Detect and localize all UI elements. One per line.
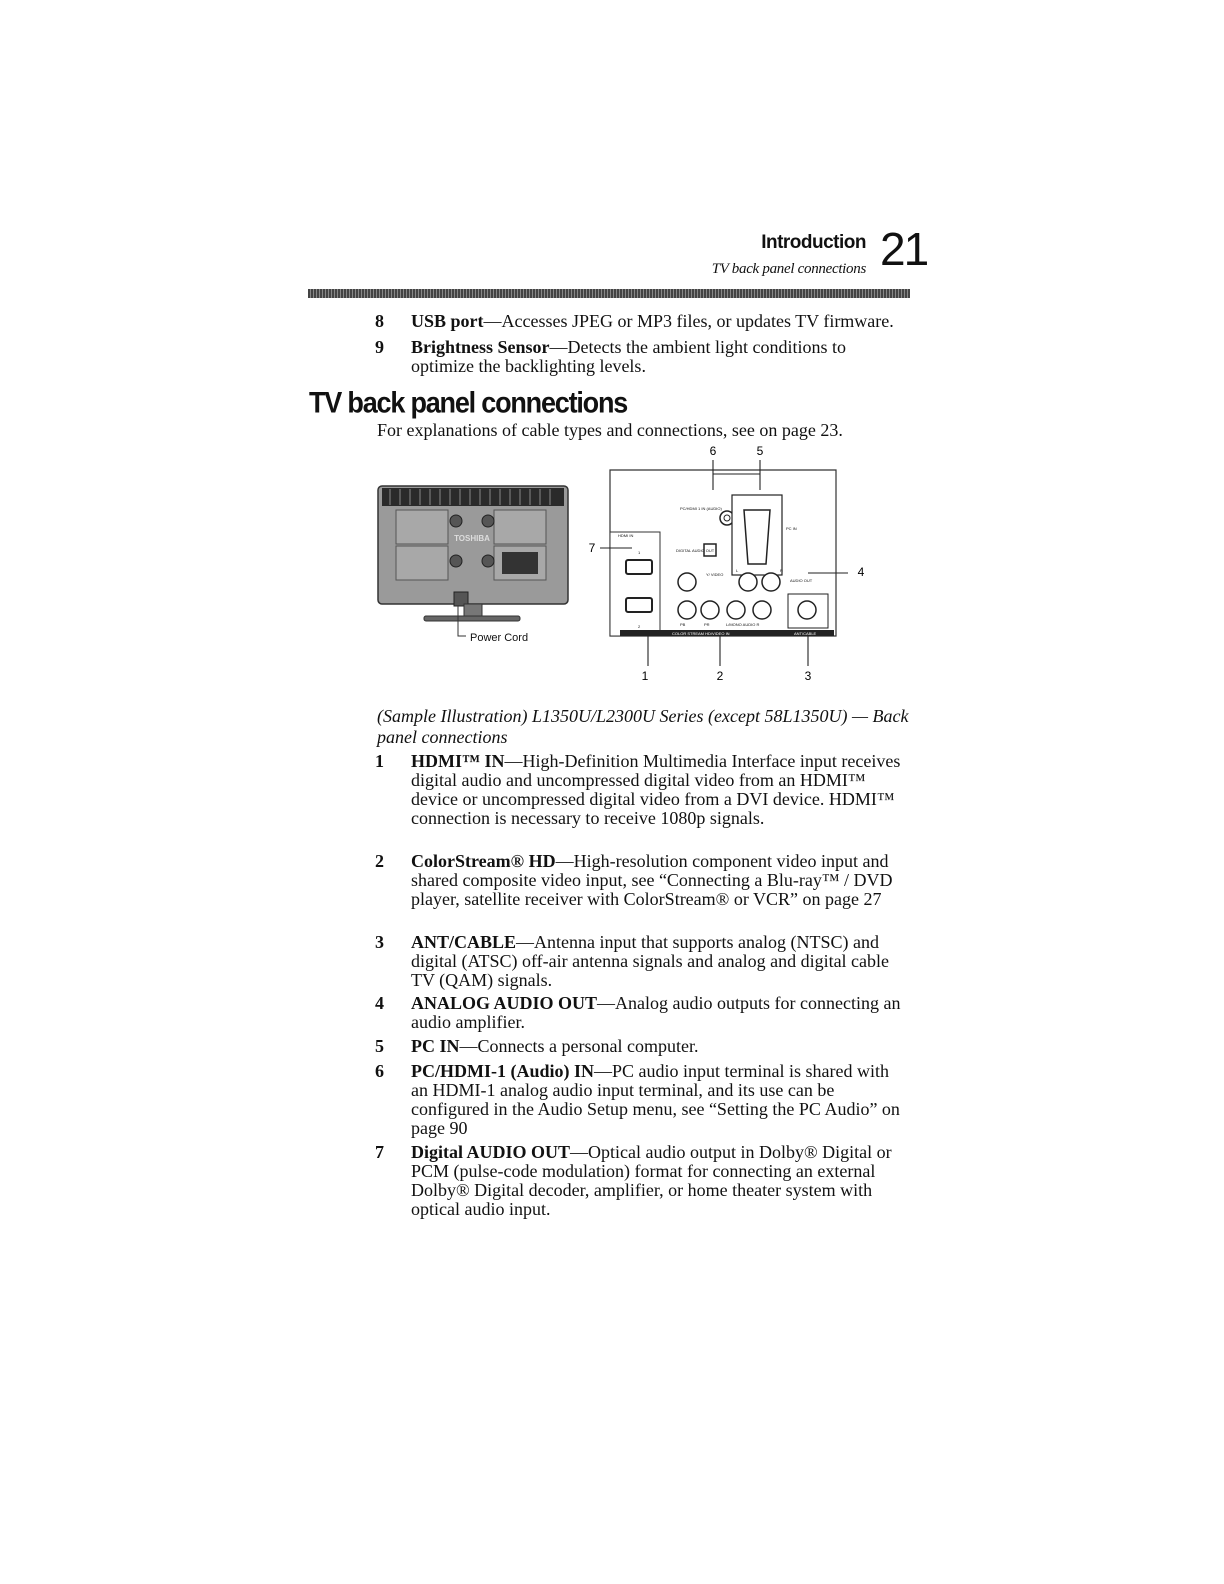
item-desc: —Analog audio outputs for connecting an audio amplifier.: [411, 993, 901, 1032]
item-term: ANT/CABLE: [411, 932, 517, 952]
item-term: Digital AUDIO OUT: [411, 1142, 571, 1162]
page-number: 21: [880, 223, 928, 275]
hdmi-port-2: [626, 598, 652, 612]
item-desc: —High-resolution component video input and shared composite video input, see “Connecting a Blu-ray™ / DVD player, satellite receiver with ColorStream® or VCR” on page 27: [411, 851, 893, 909]
list-item: [375, 338, 910, 376]
callout-7: 7: [588, 541, 596, 555]
hdmi-1-label: 1: [638, 550, 641, 555]
item-desc: —Accesses JPEG or MP3 files, or updates TV firmware.: [483, 311, 894, 331]
ant-cable-jack: [798, 601, 816, 619]
l-label: L: [736, 568, 739, 573]
connector-panel: [610, 470, 836, 636]
item-number: 2: [375, 851, 384, 871]
item-term: PC/HDMI-1 (Audio) IN: [411, 1061, 594, 1081]
item-number: 5: [375, 1036, 384, 1056]
section-title: TV back panel connections: [309, 386, 628, 419]
item-term: HDMI™ IN: [411, 751, 505, 771]
pc-hdmi-audio-label: PC/HDMI 1 IN (AUDIO): [680, 506, 722, 511]
item-number: 9: [375, 337, 384, 357]
item-term: Brightness Sensor: [411, 337, 550, 357]
colorstream-label: COLOR STREAM HD/VIDEO IN: [672, 631, 730, 636]
item-number: 1: [375, 751, 384, 771]
section-intro: For explanations of cable types and connections, see on page 23.: [377, 420, 843, 440]
audio-out-l-jack: [739, 573, 757, 591]
item-term: ANALOG AUDIO OUT: [411, 993, 598, 1013]
item-desc: —Optical audio output in Dolby® Digital or PCM (pulse-code modulation) format for connecting an external Dolby® Digital decoder, amplifier, or home theater system with optical audio input.: [411, 1142, 892, 1219]
running-header-subsection: TV back panel connections: [711, 261, 866, 277]
hdmi-2-label: 2: [638, 624, 641, 629]
list-item: [375, 312, 910, 331]
list-item: [375, 852, 910, 909]
callout-5: 5: [756, 444, 764, 458]
pr-label: PR: [704, 622, 710, 627]
power-cord-label: Power Cord: [470, 632, 529, 644]
item-number: 8: [375, 311, 384, 331]
hdmi-port-1: [626, 560, 652, 574]
item-number: 6: [375, 1061, 384, 1081]
figure-caption: (Sample Illustration) L1350U/L2300U Series (except 58L1350U) — Back panel connections: [377, 706, 909, 747]
pb-jack: [678, 601, 696, 619]
pc-in-label: PC IN: [786, 526, 797, 531]
ant-cable-label: ANT/CABLE: [794, 631, 817, 636]
item-number: 3: [375, 932, 384, 952]
list-item: [375, 933, 910, 990]
item-desc: —PC audio input terminal is shared with an HDMI-1 analog audio input terminal, and its use can be configured in the Audio Setup menu, see “Setting the PC Audio” on page 90: [411, 1061, 900, 1138]
item-term: ColorStream® HD: [411, 851, 556, 871]
back-panel-figure: [370, 440, 870, 690]
audio-l-jack: [727, 601, 745, 619]
callout-1: 1: [641, 669, 649, 683]
list-item: [375, 1037, 910, 1056]
item-desc: —Connects a personal computer.: [459, 1036, 699, 1056]
item-desc: —High-Definition Multimedia Interface input receives digital audio and uncompressed digital video from an HDMI™ device or uncompressed digital video from a DVI device. HDMI™ connection is necessary to receive 1080p signals.: [411, 751, 901, 828]
pr-jack: [701, 601, 719, 619]
item-desc: —Detects the ambient light conditions to optimize the backlighting levels.: [411, 337, 846, 376]
list-item: [375, 1062, 910, 1138]
pb-label: PB: [680, 622, 686, 627]
header-rule: [308, 289, 910, 298]
callout-3: 3: [804, 669, 812, 683]
r-label: R: [780, 568, 783, 573]
callout-2: 2: [716, 669, 724, 683]
pc-in-vga-port: [744, 510, 770, 564]
audio-out-label: AUDIO OUT: [790, 578, 813, 583]
item-number: 4: [375, 993, 384, 1013]
audio-out-r-jack: [762, 573, 780, 591]
digital-audio-out-label: DIGITAL AUDIO OUT: [676, 548, 715, 553]
callout-6: 6: [709, 444, 717, 458]
audio-r-jack: [753, 601, 771, 619]
l-mono-audio-r-label: L/MONO AUDIO R: [726, 622, 760, 627]
item-desc: —Antenna input that supports analog (NTSC) and digital (ATSC) off-air antenna signals and analog and digital cable TV (QAM) signals.: [411, 932, 890, 990]
y-video-jack: [678, 573, 696, 591]
running-header-section: Introduction: [761, 232, 866, 253]
y-video-label: Y/ VIDEO: [706, 572, 724, 577]
list-item: [375, 1143, 910, 1219]
item-term: PC IN: [411, 1036, 460, 1056]
item-term: USB port: [411, 311, 484, 331]
hdmi-in-label: HDMI IN: [618, 533, 634, 538]
callout-4: 4: [857, 565, 865, 579]
tv-brand: TOSHIBA: [454, 534, 490, 543]
tv-rear-illustration: [378, 486, 568, 644]
list-item: [375, 994, 910, 1032]
item-number: 7: [375, 1142, 384, 1162]
list-item: [375, 752, 910, 828]
